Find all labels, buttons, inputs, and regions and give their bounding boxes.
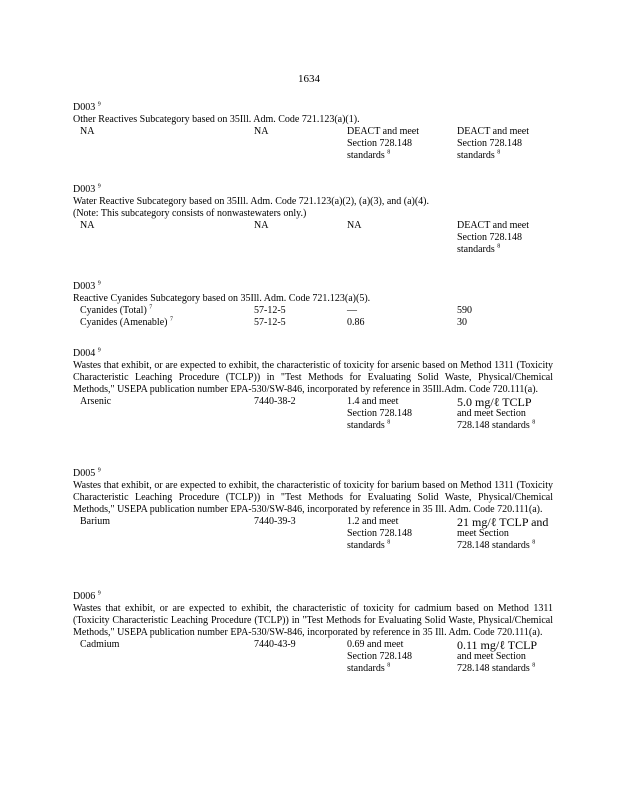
cas-number: NA bbox=[254, 220, 269, 231]
wastewater-standard: DEACT and meet Section 728.148 standards $^8$ bbox=[347, 126, 420, 161]
wastewater-standard: 1.2 and meet Section 728.148 standards $^8$ bbox=[347, 516, 412, 551]
waste-section-d003-water-reactive bbox=[73, 184, 553, 256]
nonwastewater-standard: DEACT and meet Section 728.148 standards $^8$ bbox=[457, 126, 530, 161]
table-row bbox=[73, 317, 553, 329]
section-note: (Note: This subcategory consists of nonwastewaters only.) bbox=[73, 208, 307, 219]
waste-section-d004-arsenic bbox=[73, 348, 553, 434]
table-row bbox=[73, 516, 553, 554]
section-description: Wastes that exhibit, or are expected to exhibit, the characteristic of toxicity for barium based on Method 1311 (Toxicity Characteristic Leaching Procedure (TCLP)) in "Test Methods for Evaluating Solid Waste, Physical/Chemical Methods," USEPA publication number EPA-530/SW-846, incorporated by reference in 35 Ill. Adm. Code 720.111(a). bbox=[73, 480, 553, 515]
wastewater-standard: 0.86 bbox=[347, 317, 365, 328]
constituent-name: Cyanides (Amenable) $^7$ bbox=[80, 316, 173, 328]
nonwastewater-standard: 0.11 mg/ℓ TCLP and meet Section 728.148 standards $^8$ bbox=[457, 638, 538, 674]
constituent-name: Arsenic bbox=[80, 396, 112, 407]
constituent-name: NA bbox=[80, 220, 95, 231]
section-description: Wastes that exhibit, or are expected to exhibit, the characteristic of toxicity for cadmium based on Method 1311 (Toxicity Characteristic Leaching Procedure (TCLP)) in "Test Methods for Evaluating Solid Waste, Physical/Chemical Methods," USEPA publication number EPA-530/SW-846, incorporated by reference in 35 Ill. Adm. Code 720.111(a). bbox=[73, 603, 553, 638]
cas-number: 7440-43-9 bbox=[254, 639, 296, 650]
cas-number: 7440-38-2 bbox=[254, 396, 296, 407]
cas-number: 57-12-5 bbox=[254, 305, 286, 316]
table-row bbox=[73, 396, 553, 434]
page-number: 1634 bbox=[298, 73, 320, 85]
table-row bbox=[73, 639, 553, 677]
waste-code: D003 $^9$ bbox=[73, 280, 101, 292]
section-description: Reactive Cyanides Subcategory based on 35Ill. Adm. Code 721.123(a)(5). bbox=[73, 293, 371, 304]
constituent-name: Cadmium bbox=[80, 639, 120, 650]
waste-section-d003-reactive-cyanides bbox=[73, 281, 553, 329]
nonwastewater-standard: 5.0 mg/ℓ TCLP and meet Section 728.148 standards $^8$ bbox=[457, 395, 536, 431]
cas-number: NA bbox=[254, 126, 269, 137]
constituent-name: NA bbox=[80, 126, 95, 137]
waste-code: D003 $^9$ bbox=[73, 101, 101, 113]
table-row bbox=[73, 126, 553, 162]
constituent-name: Barium bbox=[80, 516, 110, 527]
waste-code: D004 $^9$ bbox=[73, 347, 101, 359]
waste-code: D005 $^9$ bbox=[73, 467, 101, 479]
nonwastewater-standard: DEACT and meet Section 728.148 standards $^8$ bbox=[457, 220, 530, 255]
wastewater-standard: 0.69 and meet Section 728.148 standards $^8$ bbox=[347, 639, 412, 674]
section-description: Wastes that exhibit, or are expected to exhibit, the characteristic of toxicity for arsenic based on Method 1311 (Toxicity Characteristic Leaching Procedure (TCLP)) in "Test Methods for Evaluating Solid Waste, Physical/Chemical Methods," USEPA publication number EPA-530/SW-846, incorporated by reference in 35Ill.Adm. Code 720.111(a). bbox=[73, 360, 553, 395]
cas-number: 57-12-5 bbox=[254, 317, 286, 328]
waste-section-d003-other-reactives bbox=[73, 102, 553, 162]
nonwastewater-standard: 590 bbox=[457, 305, 472, 316]
nonwastewater-standard: 30 bbox=[457, 317, 467, 328]
wastewater-standard: — bbox=[347, 305, 357, 316]
table-row bbox=[73, 305, 553, 317]
waste-code: D003 $^9$ bbox=[73, 183, 101, 195]
table-row bbox=[73, 220, 553, 256]
section-description: Other Reactives Subcategory based on 35Ill. Adm. Code 721.123(a)(1). bbox=[73, 114, 360, 125]
section-description: Water Reactive Subcategory based on 35Ill. Adm. Code 721.123(a)(2), (a)(3), and (a)(4). bbox=[73, 196, 430, 207]
wastewater-standard: 1.4 and meet Section 728.148 standards $^8$ bbox=[347, 396, 412, 431]
nonwastewater-standard: 21 mg/ℓ TCLP and meet Section 728.148 standards $^8$ bbox=[457, 515, 549, 551]
waste-section-d006-cadmium bbox=[73, 591, 553, 677]
cas-number: 7440-39-3 bbox=[254, 516, 296, 527]
wastewater-standard: NA bbox=[347, 220, 362, 231]
constituent-name: Cyanides (Total) $^7$ bbox=[80, 304, 153, 316]
waste-section-d005-barium bbox=[73, 468, 553, 554]
waste-code: D006 $^9$ bbox=[73, 590, 101, 602]
